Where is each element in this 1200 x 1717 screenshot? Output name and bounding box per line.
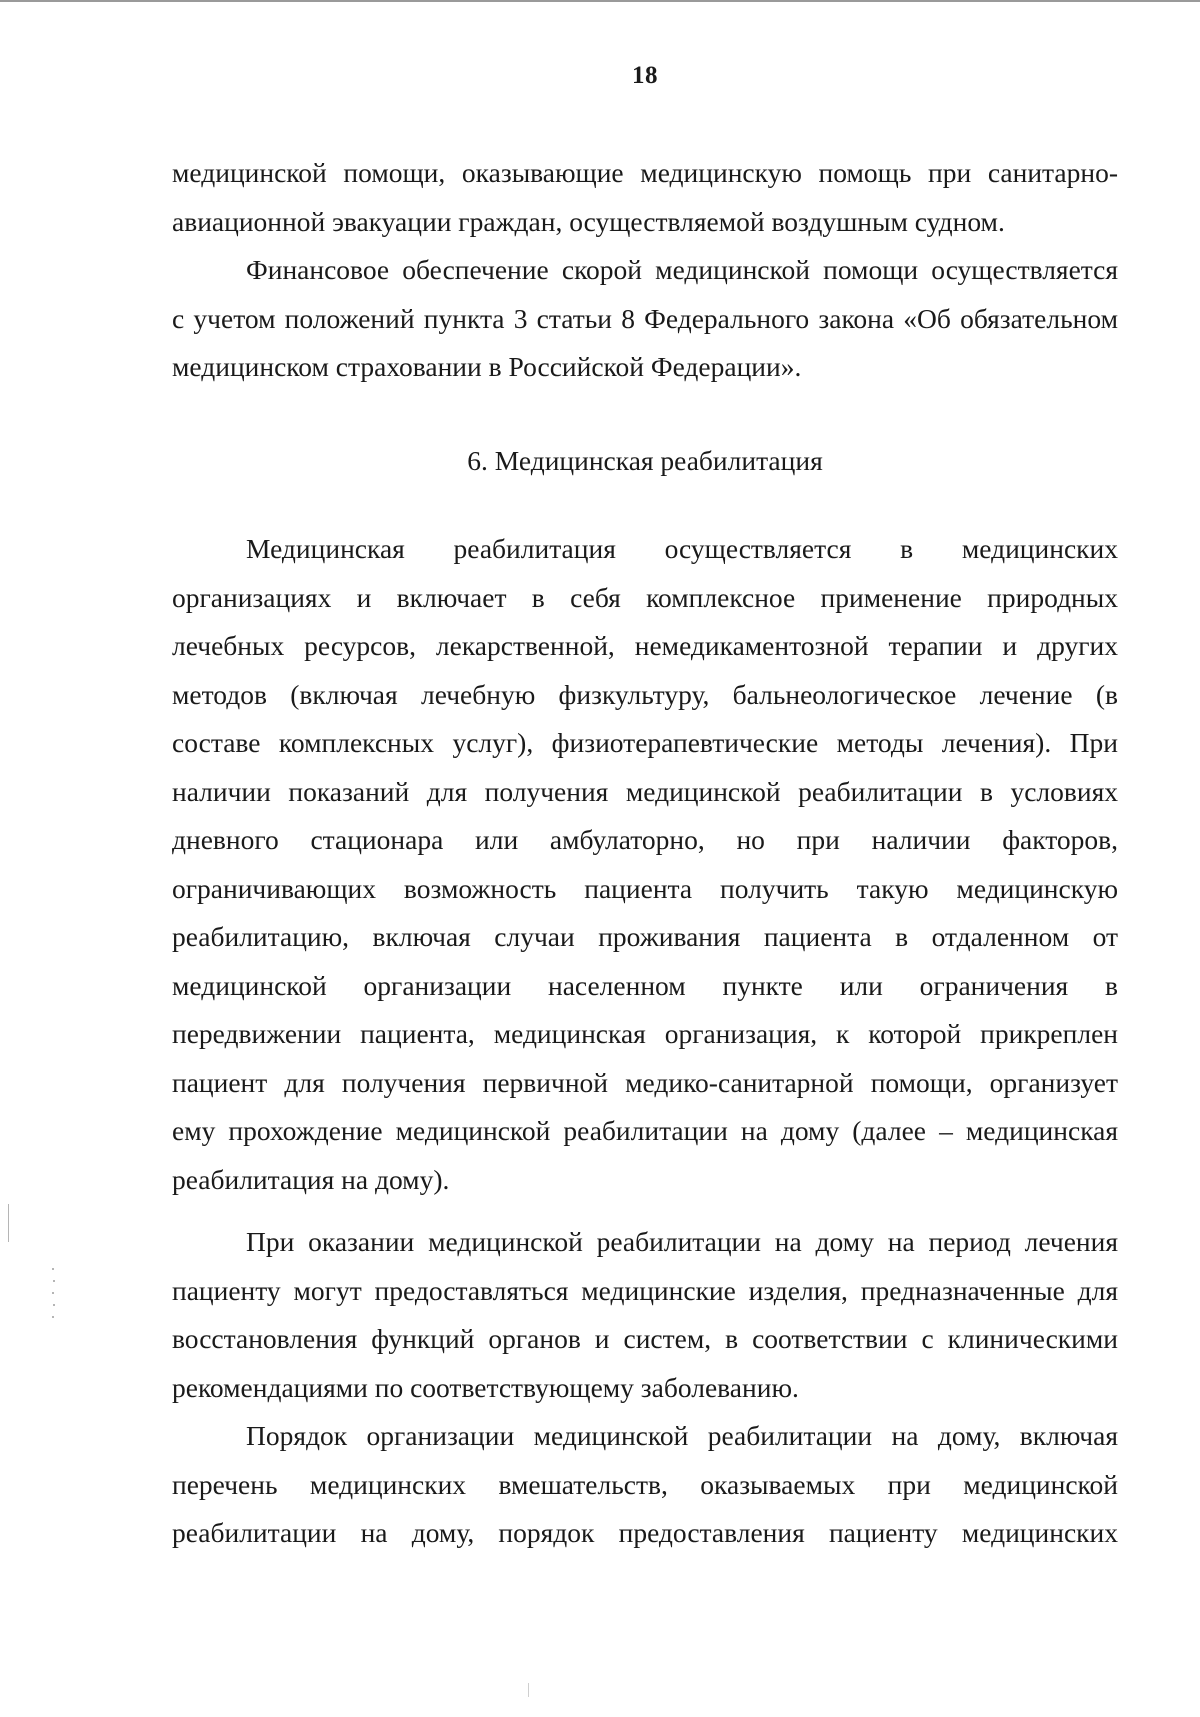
text-line: ограничивающих возможность пациента получить такую медицинскую [172,872,1118,904]
scan-artifact [52,1268,54,1270]
text-line: медицинской организации населенном пункте или ограничения в [172,969,1118,1001]
scan-artifact [528,1683,529,1697]
text-line: При оказании медицинской реабилитации на дому на период лечения [246,1226,1118,1257]
text-line: составе комплексных услуг), физиотерапевтические методы лечения). При [172,727,1118,758]
text-line: реабилитацию, включая случаи проживания пациента в отдаленном от [172,921,1118,952]
paragraph-3 [172,525,1118,1204]
text-line: методов (включая лечебную физкультуру, бальнеологическое лечение (в [172,678,1118,710]
scan-artifact [52,1292,54,1294]
text-line: медицинской помощи, оказывающие медицинскую помощь при санитарно- [172,157,1118,188]
text-line: передвижении пациента, медицинская организация, к которой прикреплен [172,1018,1118,1049]
text-line: перечень медицинских вмешательств, оказываемых при медицинской [172,1468,1118,1500]
text-line: пациенту могут предоставляться медицинские изделия, предназначенные для [172,1274,1118,1306]
scan-artifact [52,1316,54,1318]
text-line: лечебных ресурсов, лекарственной, немедикаментозной терапии и других [172,630,1118,661]
page-top-edge [0,0,1200,2]
paragraph-4 [172,1218,1118,1412]
text-line: восстановления функций органов и систем, в соответствии с клиническими [172,1323,1118,1354]
text-line: реабилитации на дому, порядок предоставления пациенту медицинских [172,1517,1118,1548]
page-number: 18 [632,62,658,89]
section-heading: 6. Медицинская реабилитация [467,445,823,476]
text-line: дневного стационара или амбулаторно, но при наличии факторов, [172,824,1118,855]
text-line: с учетом положений пункта 3 статьи 8 Федерального закона «Об обязательном [172,302,1118,334]
text-line: пациент для получения первичной медико-санитарной помощи, организует [172,1066,1118,1098]
scan-artifact [53,1304,55,1306]
scan-artifact [53,1280,55,1282]
text-line: организациях и включает в себя комплексное применение природных [172,581,1118,613]
paragraph-5 [172,1412,1118,1558]
text-line: авиационной эвакуации граждан, осуществляемой воздушным судном. [172,205,1005,237]
text-line: Медицинская реабилитация осуществляется в медицинских [246,533,1118,564]
text-line: Порядок организации медицинской реабилитации на дому, включая [246,1420,1118,1451]
scan-artifact [8,1204,9,1242]
text-line: реабилитация на дому). [172,1163,450,1195]
text-line: медицинском страховании в Российской Федерации». [172,351,802,382]
text-line: ему прохождение медицинской реабилитации на дому (далее – медицинская [172,1115,1118,1146]
text-line: Финансовое обеспечение скорой медицинской помощи осуществляется [246,254,1118,285]
text-line: рекомендациями по соответствующему заболеванию. [172,1371,799,1403]
text-line: наличии показаний для получения медицинской реабилитации в условиях [172,775,1118,807]
paragraph-1 [172,149,1118,246]
paragraph-2 [172,246,1118,392]
